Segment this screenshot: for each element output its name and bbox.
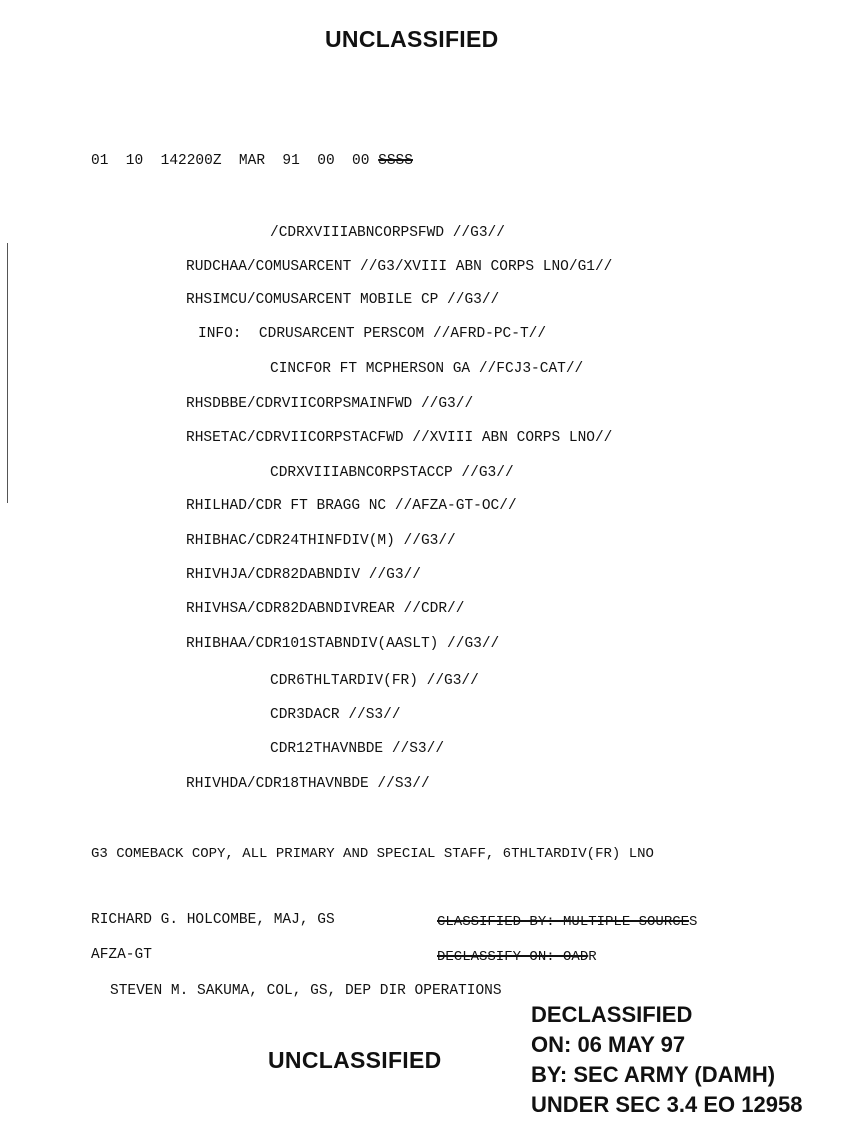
top-classification-banner: UNCLASSIFIED [325,26,499,52]
declassify-on-struck-text: DECLASSIFY ON: OAD [437,949,589,965]
address-line: CDR12THAVNBDE //S3// [270,741,445,757]
dtg-struck-text: SSSS [378,153,413,169]
releaser-line: STEVEN M. SAKUMA, COL, GS, DEP DIR OPERATIONS [110,983,502,999]
drafter-line: RICHARD G. HOLCOMBE, MAJ, GS [91,912,335,928]
address-line: CDR6THLTARDIV(FR) //G3// [270,673,479,689]
comeback-copy-line: G3 COMEBACK COPY, ALL PRIMARY AND SPECIAL STAFF, 6THLTARDIV(FR) LNO [91,846,654,862]
stamp-line: UNDER SEC 3.4 EO 12958 [531,1092,803,1117]
classified-by-struck-text: CLASSIFIED BY: MULTIPLE SOURCE [437,914,690,930]
stamp-line: ON: 06 MAY 97 [531,1032,686,1057]
classified-by-line [437,914,697,930]
declassification-stamp [531,1000,802,1120]
address-line: CDRXVIIIABNCORPSTACCP //G3// [270,465,514,481]
address-line: RHIVHJA/CDR82DABNDIV //G3// [186,567,421,583]
address-line: RHIVHDA/CDR18THAVNBDE //S3// [186,776,430,792]
address-line: RHILHAD/CDR FT BRAGG NC //AFZA-GT-OC// [186,498,517,514]
address-line: RHSDBBE/CDRVIICORPSMAINFWD //G3// [186,396,474,412]
address-line: CINCFOR FT MCPHERSON GA //FCJ3-CAT// [270,361,584,377]
bottom-classification-banner: UNCLASSIFIED [268,1047,442,1073]
declassify-on-tail: R [588,949,597,965]
address-line: RHIBHAC/CDR24THINFDIV(M) //G3// [186,533,456,549]
address-line: CDR3DACR //S3// [270,707,401,723]
address-line: RUDCHAA/COMUSARCENT //G3/XVIII ABN CORPS LNO/G1// [186,259,613,275]
address-line: RHIBHAA/CDR101STABNDIV(AASLT) //G3// [186,636,500,652]
address-line: RHSETAC/CDRVIICORPSTACFWD //XVIII ABN CORPS LNO// [186,430,613,446]
classified-by-tail: S [689,914,698,930]
address-line: /CDRXVIIIABNCORPSFWD //G3// [270,225,505,241]
address-line: RHSIMCU/COMUSARCENT MOBILE CP //G3// [186,292,500,308]
declassify-on-line [437,949,597,965]
office-symbol: AFZA-GT [91,947,152,963]
address-line: RHIVHSA/CDR82DABNDIVREAR //CDR// [186,601,465,617]
scan-margin-line [7,243,8,503]
stamp-line: BY: SEC ARMY (DAMH) [531,1062,776,1087]
dtg-line [91,153,413,169]
dtg-text: 01 10 142200Z MAR 91 00 00 [91,153,379,169]
stamp-line: DECLASSIFIED [531,1002,693,1027]
info-line: INFO: CDRUSARCENT PERSCOM //AFRD-PC-T// [198,326,547,342]
